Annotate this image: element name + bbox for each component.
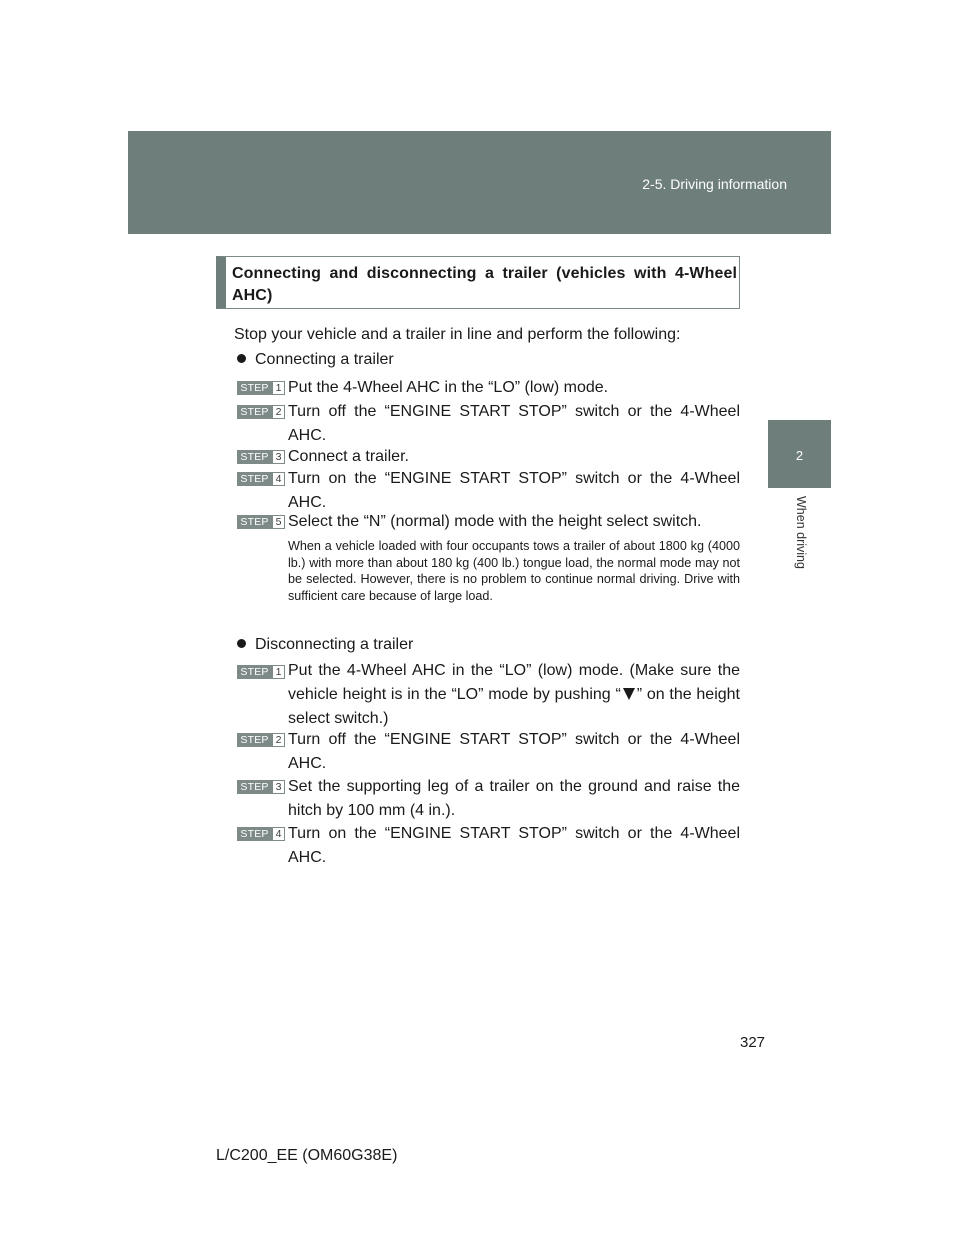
disconnect-step-1-text-a: Put the 4-Wheel AHC in the “LO” (low) mode. (Make sure the vehicle height is in the “LO” mode by pushing “ [288, 662, 740, 703]
section-heading [216, 256, 740, 309]
step-badge [237, 665, 285, 679]
bullet-disconnecting [237, 633, 413, 657]
disconnect-step-4-text: Turn on the “ENGINE START STOP” switch or the 4-Wheel AHC. [288, 825, 740, 866]
step-badge [237, 515, 285, 529]
header-band [128, 131, 831, 234]
chapter-title: When driving [794, 496, 808, 569]
connect-step-3-text: Connect a trailer. [288, 448, 409, 465]
step-label: STEP [237, 472, 272, 486]
section-heading-text: Connecting and disconnecting a trailer (vehicles with 4-Wheel AHC) [232, 265, 737, 304]
step-label: STEP [237, 405, 272, 419]
step-badge [237, 381, 285, 395]
step-number: 3 [272, 450, 285, 464]
step-badge [237, 450, 285, 464]
step-number: 4 [272, 827, 285, 841]
bullet-connecting-title: Connecting a trailer [255, 351, 394, 368]
step-badge [237, 780, 285, 794]
section-breadcrumb: 2-5. Driving information [642, 176, 787, 192]
step-number: 1 [272, 665, 285, 679]
connect-step-4-text: Turn on the “ENGINE START STOP” switch or the 4-Wheel AHC. [288, 470, 740, 511]
connect-step-5-text: Select the “N” (normal) mode with the height select switch. [288, 513, 702, 530]
step-number: 2 [272, 405, 285, 419]
bullet-connecting [237, 348, 394, 372]
step-badge [237, 472, 285, 486]
intro-text: Stop your vehicle and a trailer in line and perform the following: [234, 326, 681, 343]
footer-document-code: L/C200_EE (OM60G38E) [216, 1147, 398, 1164]
step-label: STEP [237, 450, 272, 464]
connect-step-1-text: Put the 4-Wheel AHC in the “LO” (low) mode. [288, 379, 609, 396]
step-badge [237, 733, 285, 747]
chapter-tab [768, 420, 831, 488]
down-triangle-icon [623, 688, 635, 700]
step-number: 3 [272, 780, 285, 794]
step-number: 2 [272, 733, 285, 747]
disconnect-step-2-text: Turn off the “ENGINE START STOP” switch or the 4-Wheel AHC. [288, 731, 740, 772]
bullet-disconnecting-title: Disconnecting a trailer [255, 636, 414, 653]
chapter-title-vertical [790, 496, 810, 586]
step-badge [237, 827, 285, 841]
disconnect-step-1-text-b: ” on the height select switch.) [288, 686, 740, 727]
step-label: STEP [237, 381, 272, 395]
disconnect-step-3-text: Set the supporting leg of a trailer on the ground and raise the hitch by 100 mm (4 in.). [288, 778, 740, 819]
page-number: 327 [740, 1034, 766, 1051]
bullet-dot-icon [237, 639, 246, 648]
chapter-number: 2 [795, 448, 804, 463]
step-number: 5 [272, 515, 285, 529]
step-label: STEP [237, 515, 272, 529]
step-label: STEP [237, 827, 272, 841]
step-label: STEP [237, 780, 272, 794]
bullet-dot-icon [237, 354, 246, 363]
step-label: STEP [237, 665, 272, 679]
step-label: STEP [237, 733, 272, 747]
step-number: 4 [272, 472, 285, 486]
connect-step-2-text: Turn off the “ENGINE START STOP” switch or the 4-Wheel AHC. [288, 403, 740, 444]
step-badge [237, 405, 285, 419]
disconnect-step-1-text [288, 659, 740, 731]
connect-note: When a vehicle loaded with four occupants tows a trailer of about 1800 kg (4000 lb.) with more than about 180 kg (400 lb.) tongue load, the normal mode may not be selected. However, there is no problem to continue normal driving. Drive with sufficient care because of large load. [288, 539, 740, 603]
step-number: 1 [272, 381, 285, 395]
